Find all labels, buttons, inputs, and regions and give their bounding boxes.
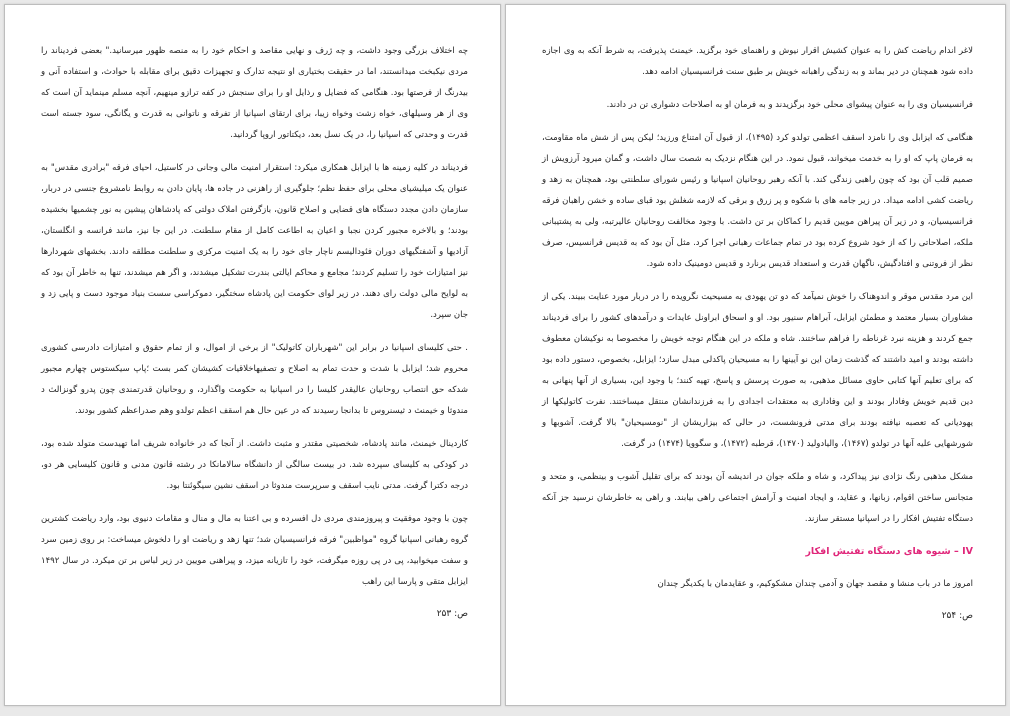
paragraph: فردیناند در کلیه زمینه ها با ایزابل همکاری میکرد: استقرار امنیت مالی وجانی در کاستیل، احیای فرقه "برادری مقدس" به عنوان یک میلیشیای محلی برای حفظ نظم؛ جلوگیری از راهزنی در جاده ها، پایان دادن به روابط نامشروع جنسی در دربار، سازمان دادن مجدد دستگاه های قضایی و اصلاح قانون، بازگرفتن املاک دولتی که پادشاهان پیشین به نور چشمیها بخشیده بودند؛ و بالاخره مجبور کردن نجبا و اعیان به اطاعت کامل از مقام سلطنت. در این جا نیز، مانند فرانسه و انگلستان، آزادیها و آشفتگیهای دوران فئودالیسم ناچار جای خود را به یک امنیت مرکزی و سلطنت مطلقه دادند. بخشهای شهردارها نیز امتیازات خود را تسلیم کردند؛ مجامع و محاکم ایالتی بندرت تشکیل میشدند، و اگر هم میشدند، تنها به خاطر آن بود که به لوایح مالی دولت رای دهند. در زیر لوای حکومت این پادشاه سختگیر، دموکراسی سست بنیاد موجود دست و پایی زد و جان سپرد. xyxy=(41,163,468,320)
section-heading: IV – شیوه های دستگاه تفتیش افکار xyxy=(805,546,973,557)
page-254-content xyxy=(542,41,973,625)
paragraph: این مرد مقدس موقر و اندوهناک را خوش نمیآمد که دو تن یهودی به مسیحیت نگرویده را در دربار مورد عنایت ببیند. یکی از مشاوران بسیار معتمد و مطمئن ایزابل، آبراهام سنیور بود. او و اسحاق ابراونل عایدات و درآمدهای کشور را برای فردیناند جمع کردند و هزینه نبرد غرناطه را فراهم ساختند. شاه و ملکه در این هنگام توجه خویش را مخصوصا به نوکیشان معطوف داشته بودند و امید داشتند که گذشت زمان این نو آیینها را به مسیحیان پاکدلی مبدل سازد؛ ایزابل، بخصوص، دستور داده بود که برای تعلیم آنها کتابی حاوی مسائل مذهبی، به صورت پرسش و پاسخ، تهیه کنند؛ با وجود این، بسیاری از آنها پنهانی به دین قدیم خویش وفادار بودند و این وفاداری به معتقدات اجدادی را به فرزندانشان منتقل میساختند. نفرت کاتولیکها از یهودیانی که تعصبه نیافته بودند برای مدتی فرونشست، در حالی که بیزاریشان از "نومسیحیان" بالا گرفت. آشوبها و شورشهایی علیه آنها در تولدو (۱۴۶۷)، والیادولید (۱۴۷۰)، قرطبه (۱۴۷۲)، و سگوویا (۱۴۷۴) در گرفت. xyxy=(542,292,973,449)
paragraph: لاغر اندام ریاضت کش را به عنوان کشیش اقرار نیوش و راهنمای خود برگزید. خیمنث پذیرفت، به شرط آنکه به وی اجازه داده شود همچنان در دیر بماند و به زندگی راهبانه خویش بر طبق سنت فرانسیسیان ادامه دهد. xyxy=(542,46,973,77)
paragraph: کاردینال خیمنث، مانند پادشاه، شخصیتی مقتدر و مثبت داشت. از آنجا که در خانواده شریف اما تهیدست متولد شده بود، در کودکی به کلیسای سپرده شد. در بیست سالگی از دانشگاه سالامانکا در رشته قانون مدنی و قانون کلیسایی هر دو، درجه دکترا گرفت. مدتی نایب اسقف و سرپرست مندوثا در اسقف نشین سیگوئنتا بود. xyxy=(41,439,468,491)
paragraph: . حتی کلیسای اسپانیا در برابر این "شهرباران کاتولیک" از برخی از اموال، و از تمام حقوق و امتیازات دادرسی کشوری محروم شد؛ ایزابل با شدت و حدت تمام به اصلاح و تصفیهاخلاقیات کشیشان کمر بست ؛پاپ سیکستوس چهارم مجبور شدکه حق انتصاب روحانیان عالیقدر کلیسا را در اسپانیا به حکومت واگذارد، و روحانیان قدرتمندی چون پدرو گونزالث د مندوثا و خیمنث د ثیسنروس تا بدانجا رسیدند که در عین حال هم اسقف اعظم تولدو وهم صدراعظم کشور بودند. xyxy=(41,343,468,416)
paragraph: امروز ما در باب منشا و مقصد جهان و آدمی چندان مشکوکیم، و عقایدمان با یکدیگر چندان xyxy=(657,579,973,589)
paragraph: فرانسیسیان وی را به عنوان پیشوای محلی خود برگزیدند و به فرمان او به اصلاحات دشواری تن در دادند. xyxy=(606,100,973,110)
paragraph: چون با وجود موفقیت و پیروزمندی مردی دل افسرده و بی اعتنا به مال و منال و مقامات دنیوی بود، وارد ریاضت کشترین گروه رهبانی اسپانیا گروه "مواظبین" فرقه فرانسیسیان شد؛ تنها زهد و ریاضت او را دلخوش میساخت: بر روی زمین سرد و سفت میخوابید، پی در پی روزه میگرفت، خود را تازیانه میزد، و پیراهنی مویین در زیر لباس بر تن میکرد. در سال ۱۴۹۲ ایزابل متقی و پارسا این راهب xyxy=(41,514,468,587)
page-number: ص: ۲۵۴ xyxy=(941,611,973,621)
paragraph: هنگامی که ایزابل وی را نامزد اسقف اعظمی تولدو کرد (۱۴۹۵)، از قبول آن امتناع ورزید؛ لیکن پس از شش ماه مقاومت، به فرمان پاپ که او را به خدمت میخواند، قبول نمود. در این هنگام نزدیک به شصت سال داشت، و گمان میرود آرزویش از صمیم قلب آن بود که چون راهبی زندگی کند. با آنکه رهبر روحانیان اسپانیا و رئیس شورای سلطنتی بود، همچنان به زهد و ریاضت کشی ادامه میداد. در زیر جامه های با شکوه و پر زرق و برقی که لازمه شغلش بود قبای ساده و خشن راهبان فرقه فرانسیسیان، و در زیر آن پیراهن مویین قدیم را کماکان بر تن داشت. با وجود مخالفت روحانیان عالیرتبه، ولی به پشتیبانی ملکه، اصلاحاتی را که از خود شروع کرده بود در تمام جماعات رهبانی اجرا کرد. مثل آن بود که به قدیس فرانسیس، صرف نظر از فروتنی و افتادگیش، ناگهان قدرت و استعداد قدیس برنارد و قدیس دومینیک داده شود. xyxy=(542,133,973,269)
paragraph: مشکل مذهبی رنگ نژادی نیز پیداکرد، و شاه و ملکه جوان در اندیشه آن بودند که برای تقلیل آشوب و بینظمی، و متحد و متجانس ساختن اقوام، زبانها، و عقاید، و ایجاد امنیت و آرامش اجتماعی راهی بیابند. و راهی به خاطرشان نرسید جز آنکه دستگاه تفتیش افکار را در اسپانیا مستقر سازند. xyxy=(542,472,973,524)
page-number: ص: ۲۵۳ xyxy=(436,609,468,619)
page-253-content xyxy=(41,41,468,623)
paragraph: چه اختلاف بزرگی وجود داشت، و چه ژرف و نهایی مقاصد و احکام خود را به منصه ظهور میرسانید." بعضی فردیناند را مردی نیکبخت میدانستند، اما در حقیقت بختیاری او نتیجه تدارک و تجهیزات دقیق برای مقابله با حوادث، و استفاده آنی و بیدرنگ از فرصتها بود. هنگامی که فضایل و رذایل او را برای سنجش در کفه ترازو مینهیم، آنچه مسلم مینماید آن است که وی از هر وسیلهای، خواه زشت وخواه زیبا، برای ارتقای اسپانیا از تفرقه و ناتوانی به قدرت و یگانگی، سود جسته است قدرت و وحدتی که اسپانیا را، در یک نسل بعد، دیکتاتور اروپا گردانید. xyxy=(41,46,468,140)
page-254 xyxy=(505,4,1006,706)
page-253 xyxy=(4,4,501,706)
